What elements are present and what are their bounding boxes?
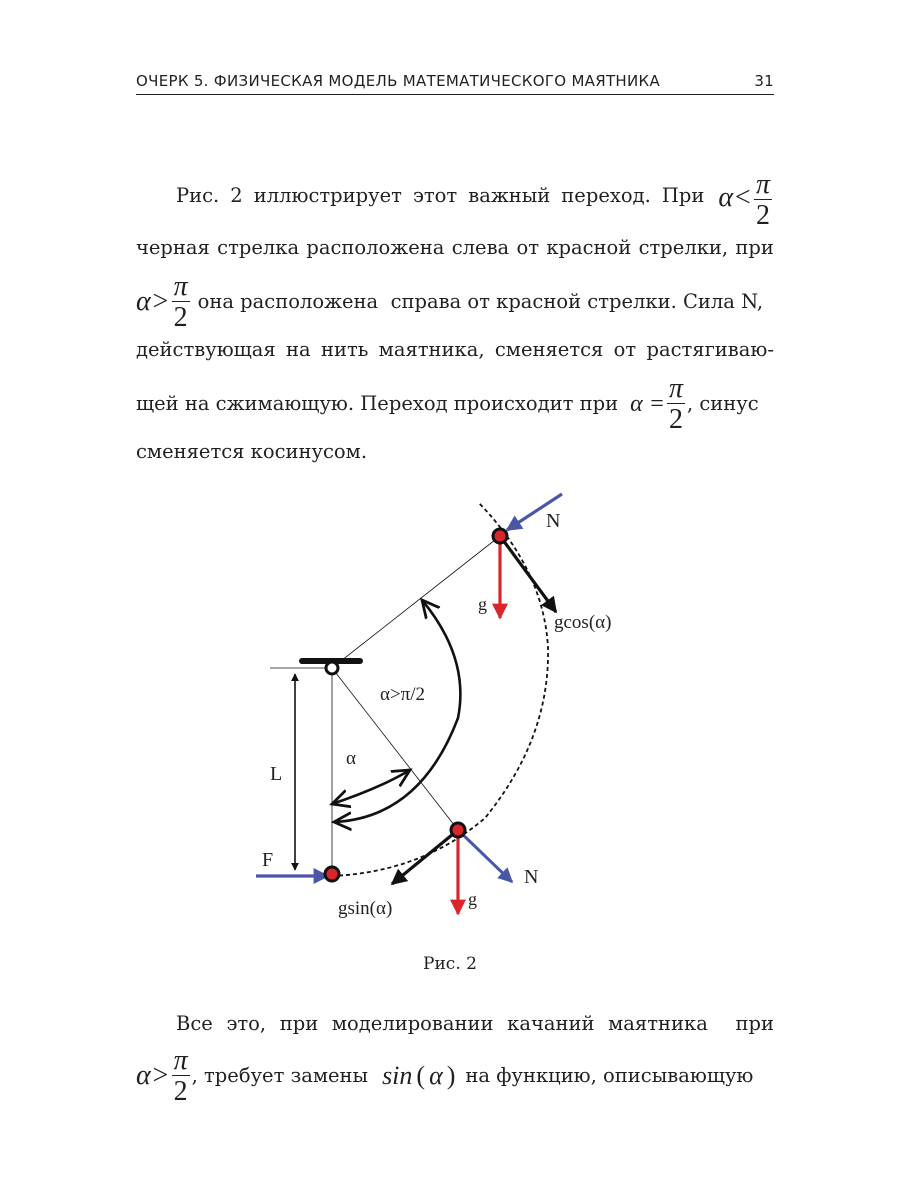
formula-lhs: α< bbox=[718, 182, 752, 213]
word: при bbox=[735, 236, 774, 259]
p2-line-1 bbox=[136, 1012, 774, 1036]
p1-line-3 bbox=[136, 272, 774, 332]
sin-function: sin bbox=[382, 1061, 413, 1090]
sin-argument: α bbox=[429, 1061, 443, 1090]
word: расположена bbox=[306, 236, 445, 259]
vector-n-bottom bbox=[458, 830, 512, 882]
word: Все bbox=[176, 1012, 213, 1035]
word: слева bbox=[451, 236, 510, 259]
p2-line-2 bbox=[136, 1046, 774, 1106]
p1-line-5-text: щей на сжимающую. Переход происходит при bbox=[136, 392, 619, 415]
vector-gsin bbox=[392, 830, 458, 884]
p1-line-5-tail: , синус bbox=[686, 392, 759, 415]
p1-line-6 bbox=[136, 440, 774, 464]
page-number: 31 bbox=[754, 72, 774, 90]
formula-lhs: α = bbox=[630, 391, 665, 417]
word: от bbox=[613, 338, 637, 361]
p1-line-6-text: сменяется косинусом. bbox=[136, 440, 368, 463]
word: нить bbox=[320, 338, 369, 361]
word: стрелка bbox=[217, 236, 300, 259]
vector-gcos bbox=[500, 536, 556, 612]
formula-alpha-less-pi-half bbox=[718, 171, 774, 230]
label-gsin: gsin(α) bbox=[338, 898, 393, 919]
mass-bottom bbox=[325, 867, 339, 881]
word: растягиваю- bbox=[646, 338, 774, 361]
paren-close: ) bbox=[446, 1061, 456, 1090]
word: При bbox=[661, 184, 705, 207]
mass-middle bbox=[451, 823, 465, 837]
label-n-top: N bbox=[546, 510, 561, 532]
word: переход. bbox=[561, 184, 651, 207]
formula-lhs: α> bbox=[136, 286, 170, 317]
angle-alpha-arc bbox=[332, 770, 410, 804]
label-g-bottom: g bbox=[468, 889, 477, 909]
word: 2 bbox=[230, 184, 243, 207]
p1-line-1 bbox=[136, 169, 774, 243]
label-f: F bbox=[262, 849, 274, 871]
word: красной bbox=[546, 236, 632, 259]
label-g-top: g bbox=[478, 594, 487, 614]
word: это, bbox=[226, 1012, 267, 1035]
p1-line-4 bbox=[136, 338, 774, 362]
p1-line-5 bbox=[136, 374, 774, 434]
paragraph-1 bbox=[136, 170, 774, 480]
p2-line-2-text-a: , требует замены bbox=[191, 1064, 369, 1087]
label-n-bottom: N bbox=[524, 866, 539, 888]
word: сменяется bbox=[494, 338, 604, 361]
running-head bbox=[136, 70, 774, 95]
formula-lhs: α> bbox=[136, 1060, 170, 1091]
label-alpha: α bbox=[346, 748, 356, 769]
label-l: L bbox=[270, 763, 283, 785]
label-angle-big: α>π/2 bbox=[380, 684, 426, 705]
angle-big-arc bbox=[334, 600, 460, 822]
word: важный bbox=[468, 184, 551, 207]
word: черная bbox=[136, 236, 210, 259]
paragraph-2 bbox=[136, 1008, 774, 1118]
word: Рис. bbox=[176, 184, 220, 207]
fraction: $\frac{\pi}{2}$ bbox=[755, 169, 770, 231]
p1-line-2 bbox=[136, 236, 774, 260]
word: маятника bbox=[608, 1012, 708, 1035]
p2-line-2-text-b: на функцию, описывающую bbox=[465, 1064, 754, 1087]
word: при bbox=[735, 1012, 774, 1035]
fraction: $\frac{\pi}{2}$ bbox=[668, 372, 683, 435]
word: маятника, bbox=[378, 338, 485, 361]
word: при bbox=[279, 1012, 319, 1035]
figure-caption: Рис. 2 bbox=[423, 954, 477, 974]
word: моделировании bbox=[331, 1012, 494, 1035]
paren-open: ( bbox=[416, 1061, 426, 1090]
word: от bbox=[516, 236, 540, 259]
fraction: $\frac{\pi}{2}$ bbox=[173, 1044, 188, 1107]
word: этот bbox=[412, 184, 458, 207]
word: на bbox=[286, 338, 311, 361]
word: иллюстрирует bbox=[253, 184, 402, 207]
pivot-point bbox=[326, 662, 338, 674]
chapter-title: ОЧЕРК 5. ФИЗИЧЕСКАЯ МОДЕЛЬ МАТЕМАТИЧЕСКОГО МАЯТНИКА bbox=[136, 72, 661, 90]
fraction: $\frac{\pi}{2}$ bbox=[173, 270, 188, 333]
mass-top bbox=[493, 529, 507, 543]
string-upper bbox=[332, 536, 500, 668]
word: действующая bbox=[136, 338, 276, 361]
word: качаний bbox=[507, 1012, 595, 1035]
label-gcos: gcos(α) bbox=[554, 612, 612, 633]
word: стрелки, bbox=[638, 236, 729, 259]
pendulum-figure bbox=[250, 488, 650, 928]
p1-line-3-text: она расположена справа от красной стрелки. Сила N, bbox=[197, 290, 764, 313]
